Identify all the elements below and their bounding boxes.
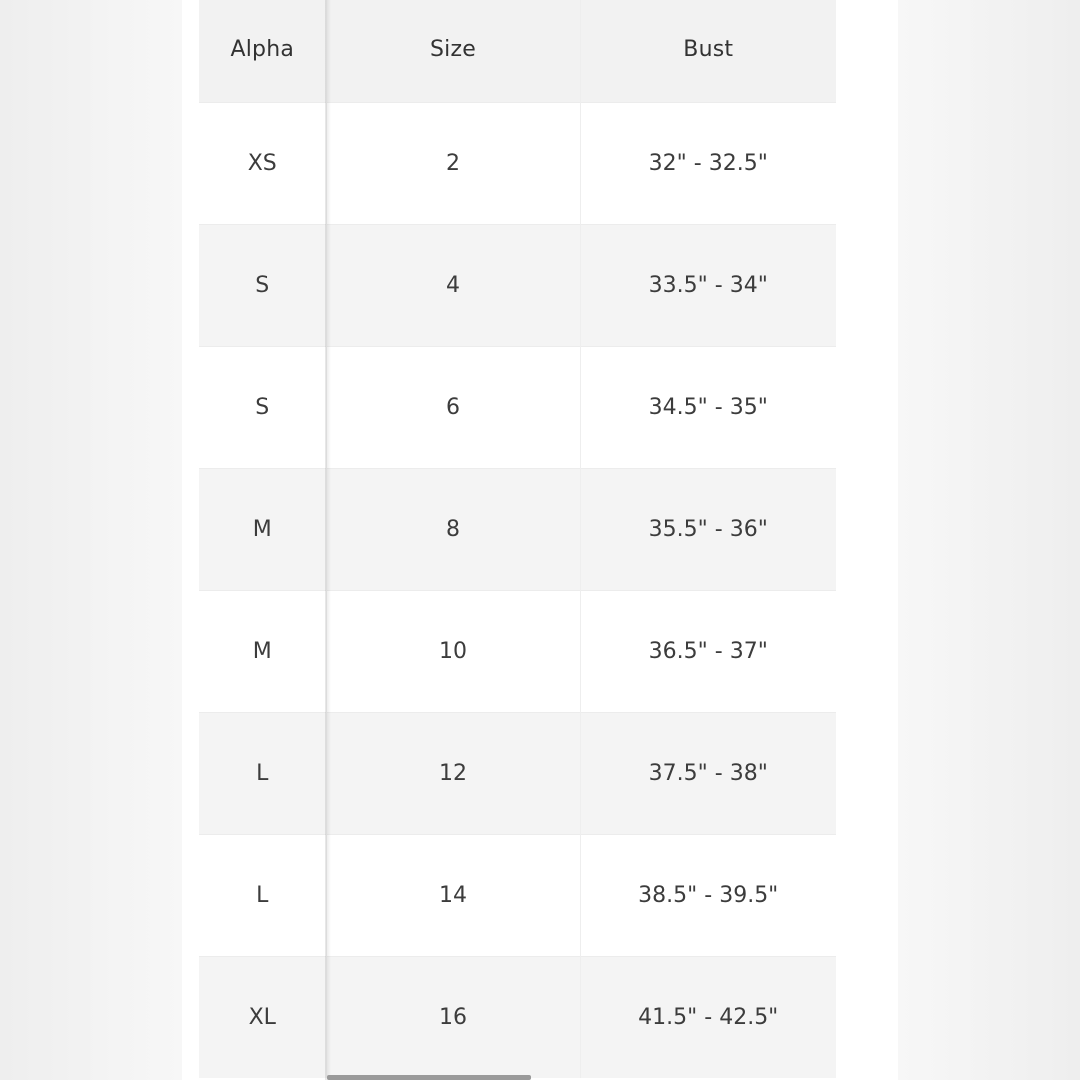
cell-bust: 37.5" - 38" [648,760,768,786]
cell-size: 14 [326,834,580,956]
cell-bust: 35.5" - 36" [648,516,768,542]
table-row [199,468,836,590]
cell-bust: 41.5" - 42.5" [638,1004,779,1030]
cell-alpha: L [199,712,326,834]
cell-size: 8 [326,468,580,590]
header-size: Size [326,0,580,102]
cell-size: 10 [326,590,580,712]
cell-bust: 32" - 32.5" [648,150,768,176]
cell-alpha: XS [199,102,326,224]
cell-bust: 34.5" - 35" [648,394,768,420]
header-alpha: Alpha [199,0,326,102]
size-chart-table [199,0,836,1078]
cell-bust: 33.5" - 34" [648,272,768,298]
table-row [199,346,836,468]
table-row [199,102,836,224]
table-row [199,224,836,346]
cell-alpha: S [199,224,326,346]
table-row [199,834,836,956]
header-bust: Bust [683,37,734,63]
cell-alpha: L [199,834,326,956]
cell-bust: 38.5" - 39.5" [638,882,779,908]
cell-size: 6 [326,346,580,468]
cell-alpha: M [199,468,326,590]
cell-size: 12 [326,712,580,834]
table-row [199,712,836,834]
cell-alpha: S [199,346,326,468]
cell-bust: 36.5" - 37" [648,638,768,664]
horizontal-scrollbar[interactable] [327,1075,531,1080]
cell-alpha: XL [199,956,326,1078]
table-header-row [199,0,836,102]
cell-size: 2 [326,102,580,224]
table-row [199,590,836,712]
cell-alpha: M [199,590,326,712]
table-row [199,956,836,1078]
cell-size: 4 [326,224,580,346]
cell-size: 16 [326,956,580,1078]
